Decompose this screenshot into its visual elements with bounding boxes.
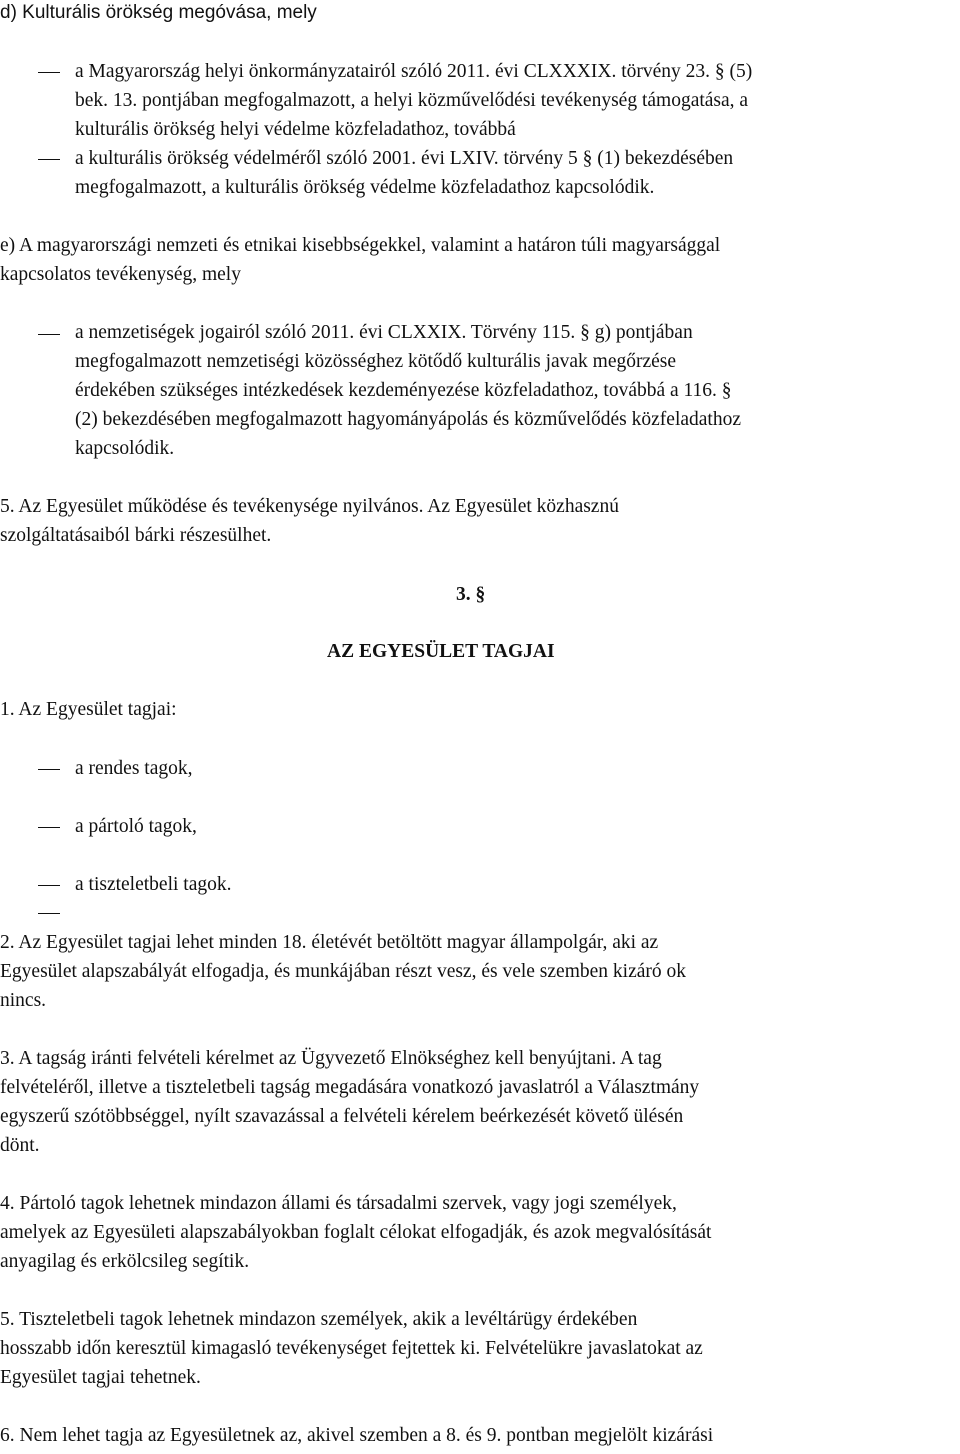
section-d-item1-line3: kulturális örökség helyi védelme közfeladathoz, továbbá <box>75 119 516 140</box>
member-type-supporting: a pártoló tagok, <box>75 816 197 837</box>
paragraph-6-line1: 6. Nem lehet tagja az Egyesületnek az, akivel szemben a 8. és 9. pontban megjelölt kizárási <box>0 1425 714 1446</box>
list-dash <box>38 913 60 914</box>
paragraph-4-line3: anyagilag és erkölcsileg segítik. <box>0 1251 250 1272</box>
paragraph-3-line2: felvételéről, illetve a tiszteletbeli tagság megadására vonatkozó javaslatról a Választmány <box>0 1077 700 1098</box>
paragraph-3-line3: egyszerű szótöbbséggel, nyílt szavazással a felvételi kérelem beérkezését követő ülésén <box>0 1106 684 1127</box>
paragraph-3-line4: dönt. <box>0 1135 40 1156</box>
section-d-item2-line1: a kulturális örökség védelméről szóló 2001. évi LXIV. törvény 5 § (1) bekezdésében <box>75 148 734 169</box>
paragraph-5b-line3: Egyesület tagjai tehetnek. <box>0 1367 201 1388</box>
section-e-item1-line5: kapcsolódik. <box>75 438 175 459</box>
chapter-title: AZ EGYESÜLET TAGJAI <box>327 641 555 662</box>
list-dash <box>38 885 60 886</box>
section-d-item1-line2: bek. 13. pontjában megfogalmazott, a helyi közművelődési tevékenység támogatása, a <box>75 90 749 111</box>
section-d-heading: d) Kulturális örökség megóvása, mely <box>0 2 317 23</box>
member-type-regular: a rendes tagok, <box>75 758 193 779</box>
paragraph-4-line1: 4. Pártoló tagok lehetnek mindazon állami és társadalmi szervek, vagy jogi személyek, <box>0 1193 677 1214</box>
paragraph-2-line1: 2. Az Egyesület tagjai lehet minden 18. életévét betöltött magyar állampolgár, aki az <box>0 932 659 953</box>
section-e-item1-line2: megfogalmazott nemzetiségi közösséghez kötődő kulturális javak megőrzése <box>75 351 677 372</box>
list-dash <box>38 159 60 160</box>
section-e-item1-line1: a nemzetiségek jogairól szóló 2011. évi CLXXIX. Törvény 115. § g) pontjában <box>75 322 693 343</box>
paragraph-5b-line1: 5. Tiszteletbeli tagok lehetnek mindazon személyek, akik a levéltárügy érdekében <box>0 1309 638 1330</box>
paragraph-5-line1: 5. Az Egyesület működése és tevékenysége nyilvános. Az Egyesület közhasznú <box>0 496 619 517</box>
members-intro: 1. Az Egyesület tagjai: <box>0 699 177 720</box>
chapter-number: 3. § <box>456 584 486 605</box>
section-d-item2-line2: megfogalmazott, a kulturális örökség védelme közfeladathoz kapcsolódik. <box>75 177 655 198</box>
paragraph-2-line3: nincs. <box>0 990 47 1011</box>
section-e-item1-line4: (2) bekezdésében megfogalmazott hagyományápolás és közművelődés közfeladathoz <box>75 409 741 430</box>
paragraph-5-line2: szolgáltatásaiból bárki részesülhet. <box>0 525 272 546</box>
paragraph-4-line2: amelyek az Egyesületi alapszabályokban foglalt célokat elfogadják, és azok megvalósítását <box>0 1222 712 1243</box>
section-e-item1-line3: érdekében szükséges intézkedések kezdeményezése közfeladathoz, továbbá a 116. § <box>75 380 732 401</box>
paragraph-2-line2: Egyesület alapszabályát elfogadja, és munkájában részt vesz, és vele szemben kizáró ok <box>0 961 687 982</box>
member-type-honorary: a tiszteletbeli tagok. <box>75 874 232 895</box>
paragraph-5b-line2: hosszabb időn keresztül kimagasló tevékenységet fejtettek ki. Felvételükre javaslatokat az <box>0 1338 703 1359</box>
section-e-heading-line1: e) A magyarországi nemzeti és etnikai kisebbségekkel, valamint a határon túli magyarsággal <box>0 235 721 256</box>
list-dash <box>38 769 60 770</box>
paragraph-3-line1: 3. A tagság iránti felvételi kérelmet az Ügyvezető Elnökséghez kell benyújtani. A tag <box>0 1048 662 1069</box>
list-dash <box>38 72 60 73</box>
section-d-item1-line1: a Magyarország helyi önkormányzatairól szóló 2011. évi CLXXXIX. törvény 23. § (5) <box>75 61 753 82</box>
section-e-heading-line2: kapcsolatos tevékenység, mely <box>0 264 241 285</box>
list-dash <box>38 334 60 335</box>
list-dash <box>38 827 60 828</box>
